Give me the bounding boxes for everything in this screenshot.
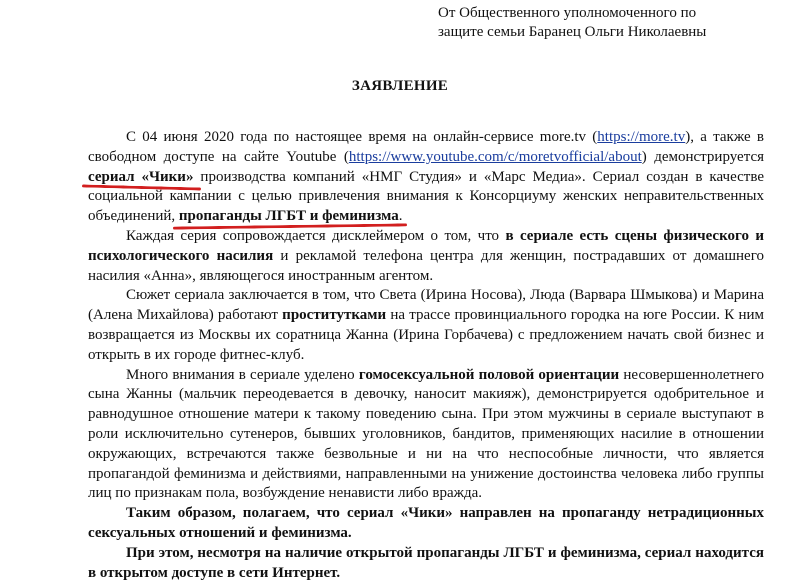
- p4-text-1: Много внимания в сериале уделено: [126, 366, 359, 383]
- p2-text-1: Каждая серия сопровождается дисклеймером о том, что: [126, 227, 506, 244]
- paragraph-5: Таким образом, полагаем, что сериал «Чики» направлен на пропаганду нетрадиционных сексуальных отношений и феминизма.: [88, 505, 764, 541]
- sender-header: [438, 4, 706, 42]
- sender-line-1: От Общественного уполномоченного по: [438, 5, 697, 21]
- paragraph-3: [88, 286, 764, 365]
- p3-text-2: на трассе провинциального городка на юге России. К ним возвращается из Москвы их соратница Жанна (Ирина Горбачева) с предложением начать свой бизнес и открыть в их городе фитнес-клуб.: [88, 307, 764, 363]
- p2-text-2: и рекламой телефона центра для женщин, пострадавших от домашнего насилия «Анна», являющегося иностранным агентом.: [88, 247, 764, 284]
- paragraph-2: [88, 227, 764, 286]
- highlight-propaganda: пропаганды ЛГБТ и феминизма: [178, 208, 399, 225]
- p3-bold-1: проститутками: [282, 307, 387, 324]
- p4-bold-1: гомосексуальной половой ориентации: [358, 366, 620, 383]
- p1-text-2: ), а также в свободном доступе на сайте Youtube (: [88, 129, 765, 165]
- paragraph-1: [88, 128, 764, 227]
- p1-text-1: С 04 июня 2020 года по настоящее время на онлайн-сервисе more.tv (: [126, 129, 598, 145]
- p2-bold-1: в сериале есть сцены физического и психологического насилия: [88, 227, 765, 264]
- document-body: [88, 128, 764, 583]
- paragraph-4: [88, 366, 764, 505]
- document-title: ЗАЯВЛЕНИЕ: [351, 78, 449, 94]
- p1-text-5: .: [398, 208, 403, 225]
- p1-text-4: производства компаний «НМГ Студия» и «Марс Медиа». Сериал создан в качестве социальной кампании с целью привлечения внимания к Консорциуму женских неправительственных объединений,: [88, 168, 764, 225]
- more-tv-link[interactable]: https://more.tv: [597, 129, 686, 145]
- p4-text-2: несовершеннолетнего сына Жанны (мальчик переодевается в девочку, наносит макияж), демонстрируется одобрительное и равнодушное отношение матери к такому поведению сына. При этом мужчины в сериале выступают в роли исключительно сутенеров, бывших уголовников, бандитов, применяющих насилие в отношении окружающих, встречаются также безвольные и ни на что неспособные личности, что является пропагандой феминизма и действиями, направленными на унижение достоинства человека либо группы лиц по признакам пола, возбуждение ненависти либо вражда.: [88, 366, 764, 502]
- p3-text-1: Сюжет сериала заключается в том, что Света (Ирина Носова), Люда (Варвара Шмыкова) и Марина (Алена Михайлова) работают: [88, 287, 764, 324]
- p1-text-3: ) демонстрируется: [641, 148, 764, 165]
- paragraph-6: При этом, несмотря на наличие открытой пропаганды ЛГБТ и феминизма, сериал находится в открытом доступе в сети Интернет.: [88, 544, 764, 581]
- highlight-series-name: сериал «Чики»: [88, 168, 194, 185]
- youtube-link[interactable]: https://www.youtube.com/c/moretvofficial/about: [348, 148, 642, 165]
- sender-line-2: защите семьи Баранец Ольги Николаевны: [438, 24, 707, 40]
